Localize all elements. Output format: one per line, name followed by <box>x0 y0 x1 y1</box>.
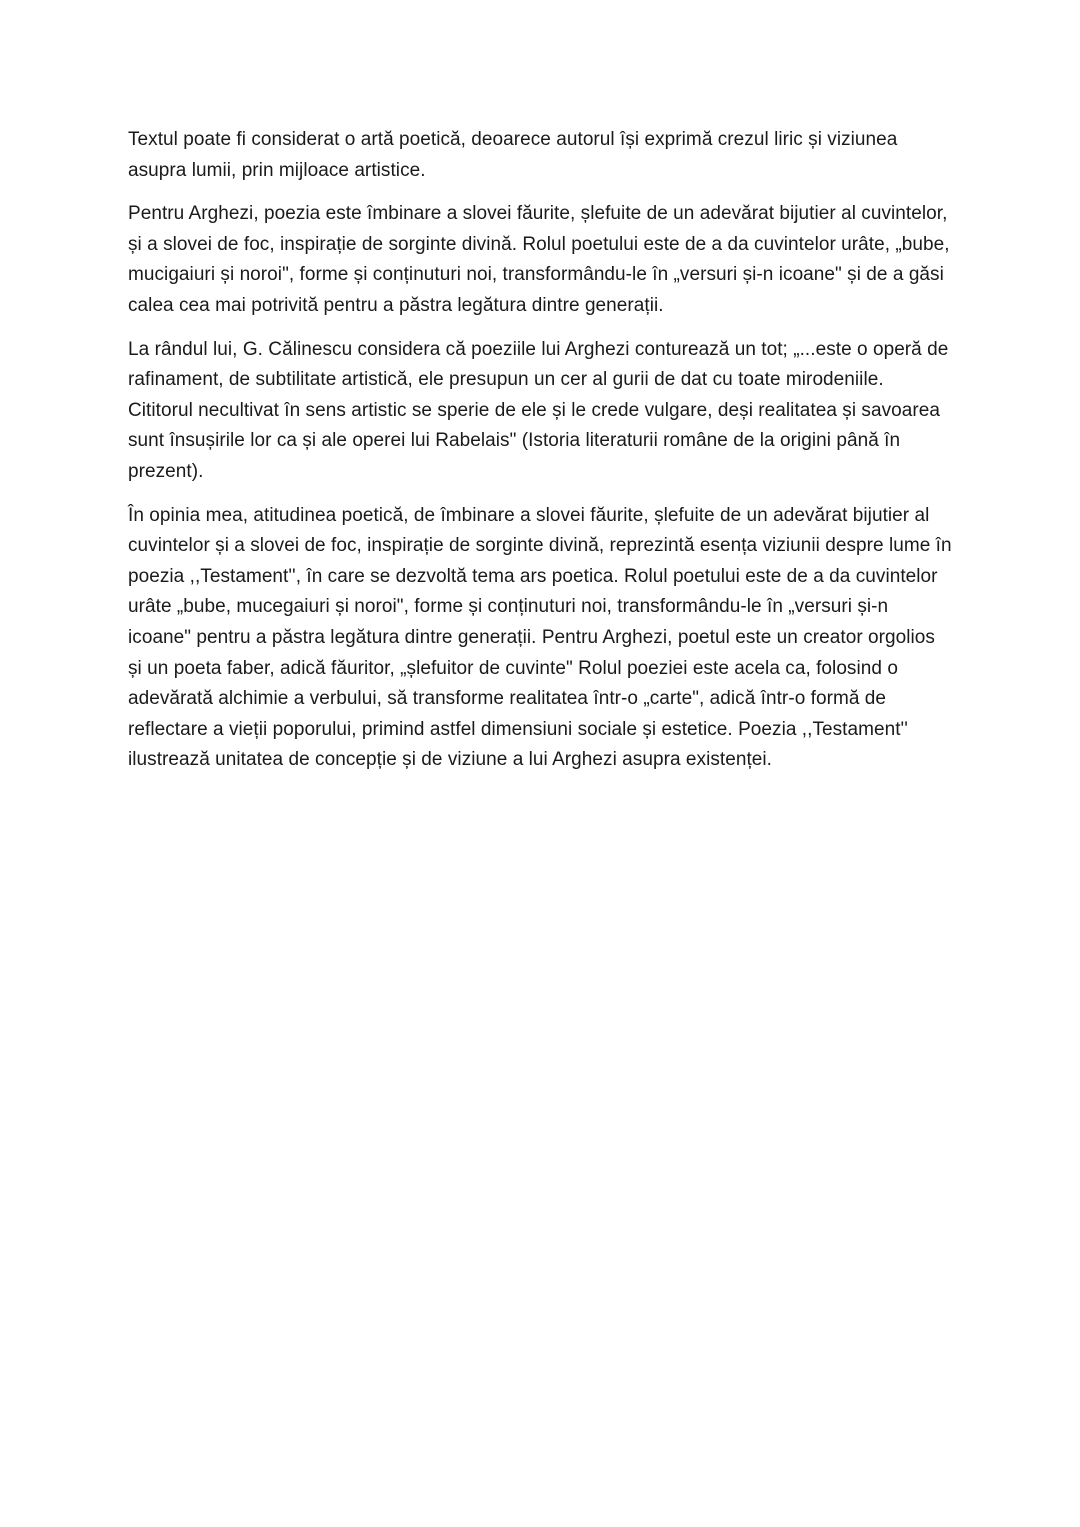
paragraph-calinescu-quote: La rândul lui, G. Călinescu considera că poeziile lui Arghezi conturează un tot; „...este o operă de rafinament, de subtilitate artistică, ele presupun un cer al gurii de dat cu toate mirodeniile. Cititorul necultivat în sens artistic se sperie de ele și le crede vulgare, deși realitatea și savoarea sunt însușirile lor ca și ale operei lui Rabelais" (Istoria literaturii române de la origini până în prezent). <box>128 338 949 482</box>
paragraph-art-poetica: Textul poate fi considerat o artă poetică, deoarece autorul își exprimă crezul liric și viziunea asupra lumii, prin mijloace artistice. <box>128 129 898 181</box>
paragraph-arghezi-poetry: Pentru Arghezi, poezia este îmbinare a slovei făurite, șlefuite de un adevărat bijutier al cuvintelor, și a slovei de foc, inspirație de sorginte divină. Rolul poetului este de a da cuvintelor urâte, „bube, mucigaiuri și noroi", forme și conținuturi noi, transformându-le în „versuri și-n icoane" și de a găsi calea cea mai potrivită pentru a păstra legătura dintre generații. <box>128 203 950 316</box>
paragraph-personal-opinion: În opinia mea, atitudinea poetică, de îmbinare a slovei făurite, șlefuite de un adevărat bijutier al cuvintelor și a slovei de foc, inspirație de sorginte divină, reprezintă esența viziunii despre lume în poezia ,,Testament'', în care se dezvoltă tema ars poetica. Rolul poetului este de a da cuvintelor urâte „bube, mucegaiuri și noroi", forme și conținuturi noi, transformându-le în „versuri și-n icoane" pentru a păstra legătura dintre generații. Pentru Arghezi, poetul este un creator orgolios și un poeta faber, adică făuritor, „șlefuitor de cuvinte" Rolul poeziei este acela ca, folosind o adevărată alchimie a verbului, să transforme realitatea într-o „carte", adică într-o formă de reflectare a vieții poporului, primind astfel dimensiuni sociale și estetice. Poezia ,,Testament'' ilustrează unitatea de concepție și de viziune a lui Arghezi asupra existenței. <box>128 504 952 771</box>
